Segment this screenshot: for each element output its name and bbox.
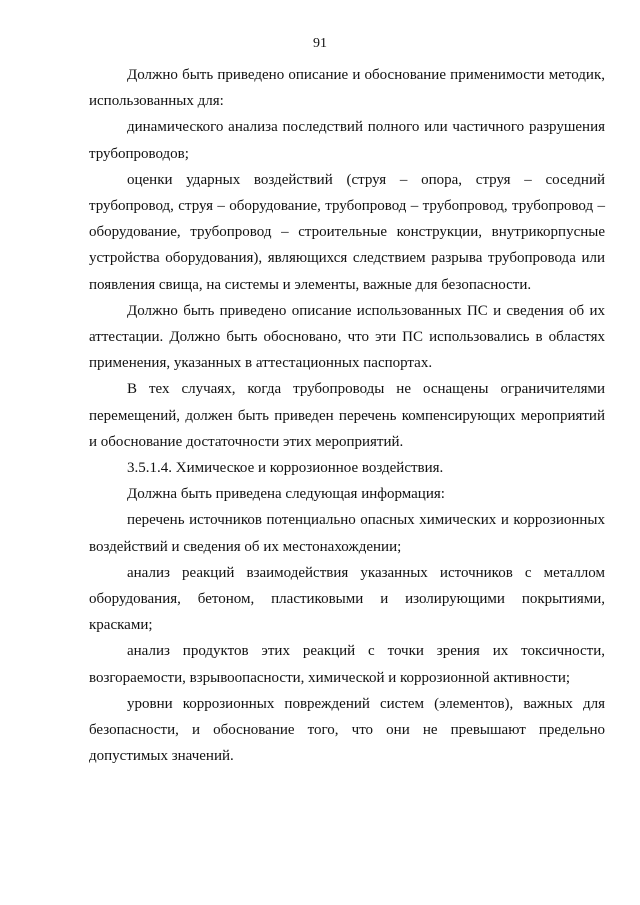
paragraph-reaction-analysis: анализ реакций взаимодействия указанных источников с металлом оборудования, бетоном, пластиковыми и изолирующими покрытиями, красками; [89, 564, 605, 634]
paragraph-impact-assessment: оценки ударных воздействий (струя – опора, струя – соседний трубопровод, струя – оборудование, трубопровод – трубопровод, трубопровод – оборудование, трубопровод – строительные конструкции, внутрикорпусные устройства оборудования), являющихся следствием разрыва трубопровода или появления свища, на системы и элементы, важные для безопасности. [89, 171, 605, 293]
document-body [89, 62, 605, 769]
paragraph-corrosion-levels: уровни коррозионных повреждений систем (элементов), важных для безопасности, и обоснование того, что они не превышают предельно допустимых значений. [89, 695, 605, 765]
section-heading-chemical-corrosion: 3.5.1.4. Химическое и коррозионное воздействия. [127, 460, 444, 477]
paragraph-methods-intro: Должно быть приведено описание и обоснование применимости методик, использованных для: [89, 67, 605, 110]
paragraph-software-certification: Должно быть приведено описание использованных ПС и сведения об их аттестации. Должно быть обосновано, что эти ПС использовались в областях применения, указанных в аттестационных паспортах. [89, 302, 605, 372]
paragraph-sources-list: перечень источников потенциально опасных химических и коррозионных воздействий и сведения об их местонахождении; [89, 512, 605, 555]
paragraph-compensating-measures: В тех случаях, когда трубопроводы не оснащены ограничителями перемещений, должен быть приведен перечень компенсирующих мероприятий и обоснование достаточности этих мероприятий. [89, 381, 605, 450]
page-number: 91 [313, 36, 327, 51]
paragraph-required-info: Должна быть приведена следующая информация: [127, 486, 445, 503]
paragraph-products-analysis: анализ продуктов этих реакций с точки зрения их токсичности, возгораемости, взрывоопасности, химической и коррозионной активности; [89, 643, 605, 686]
paragraph-dynamic-analysis: динамического анализа последствий полного или частичного разрушения трубопроводов; [89, 119, 605, 162]
